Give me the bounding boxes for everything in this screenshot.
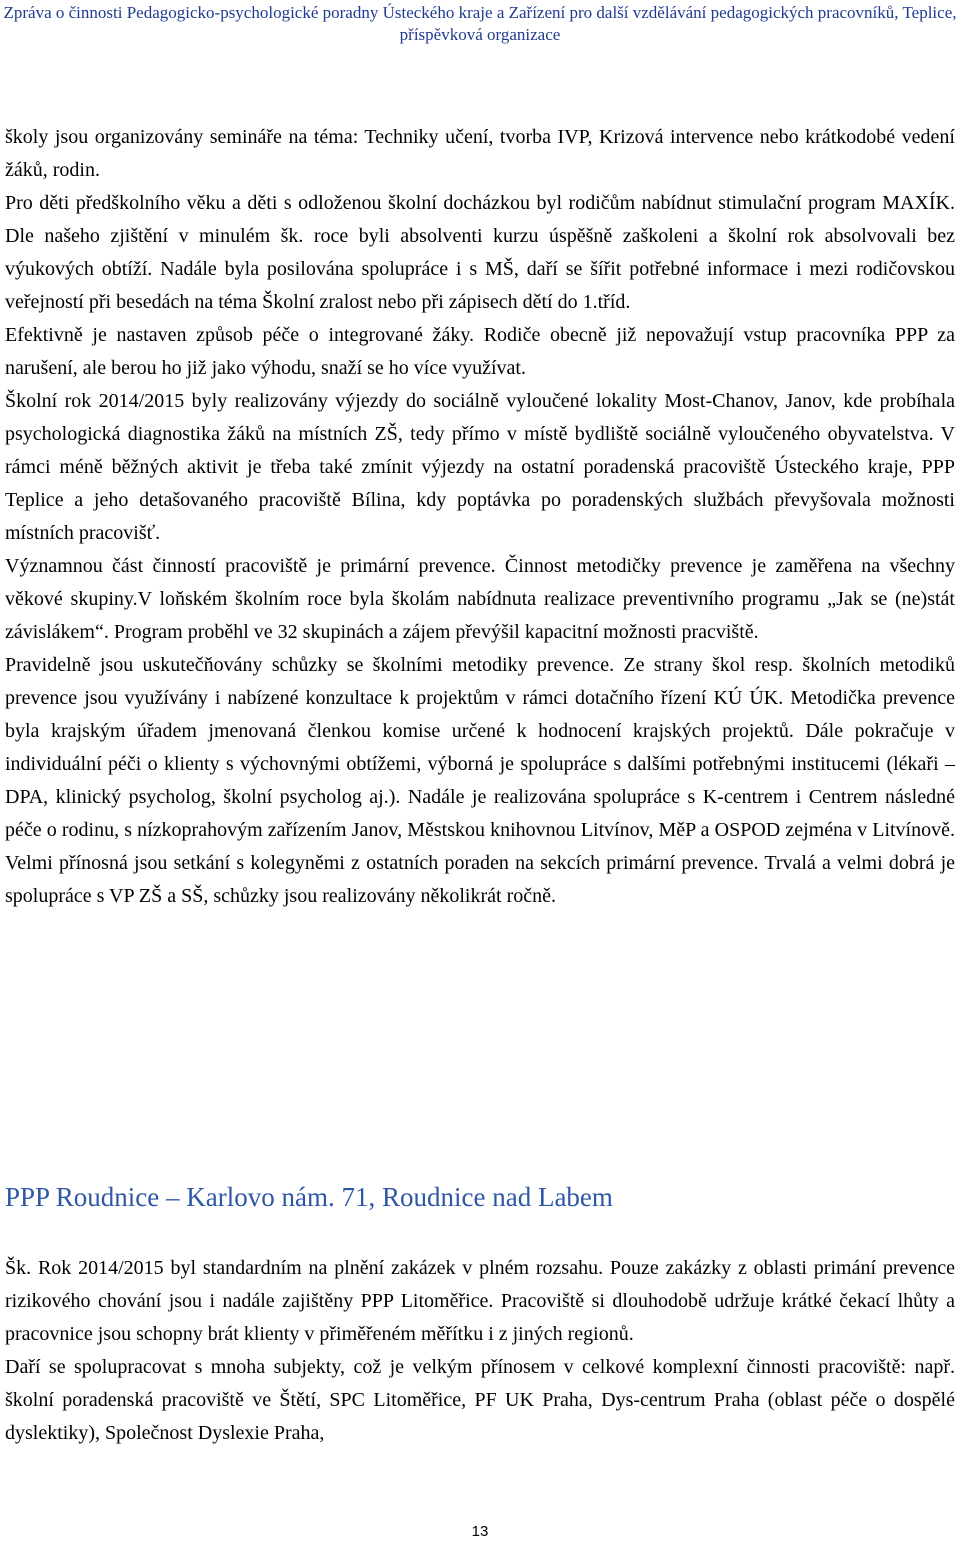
paragraph: Pravidelně jsou uskutečňovány schůzky se školními metodiky prevence. Ze strany škol resp. školních metodiků prevence jsou využívány i nabízené konzultace k projektům v rámci dotačního řízení KÚ ÚK. Metodička prevence byla krajským úřadem jmenovaná členkou komise určené k hodnocení krajských projektů. Dále pokračuje v individuální péči o klienty s výchovnými obtížemi, výborná je spolupráce s dalšími potřebnými institucemi (lékaři – DPA, klinický psycholog, školní psycholog aj.). Nadále je realizována spolupráce s K-centrem i Centrem následné péče o rodinu, s nízkoprahovým zařízením Janov, Městskou knihovnou Litvínov, MěP a OSPOD zejména v Litvínově. Velmi přínosná jsou setkání s kolegyněmi z ostatních poraden na sekcích primární prevence. Trvalá a velmi dobrá je spolupráce s VP ZŠ a SŠ, schůzky jsou realizovány několikrát ročně. — [5, 654, 955, 907]
body-text-block-1 — [5, 121, 955, 913]
section-heading: PPP Roudnice – Karlovo nám. 71, Roudnice nad Labem — [5, 1182, 613, 1212]
paragraph: Pro děti předškolního věku a děti s odloženou školní docházkou byl rodičům nabídnut stimulační program MAXÍK. Dle našeho zjištění v minulém šk. roce byli absolventi kurzu úspěšně zaškoleni a školní rok absolvovali bez výukových obtíží. Nadále byla posilována spolupráce i s MŠ, daří se šířit potřebné informace i mezi rodičovskou veřejností při besedách na téma Školní zralost nebo při zápisech dětí do 1.tříd. — [5, 192, 955, 313]
paragraph: Významnou část činností pracoviště je primární prevence. Činnost metodičky prevence je zaměřena na všechny věkové skupiny.V loňském školním roce byla školám nabídnuta realizace preventivního programu „Jak se (ne)stát závislákem“. Program proběhl ve 32 skupinách a zájem převýšil kapacitní možnosti pracviště. — [5, 555, 955, 643]
header-line-2: příspěvková organizace — [399, 25, 561, 44]
body-text-block-2 — [5, 1252, 955, 1450]
paragraph: Šk. Rok 2014/2015 byl standardním na plnění zakázek v plném rozsahu. Pouze zakázky z oblasti primání prevence rizikového chování jsou i nadále zajištěny PPP Litoměřice. Pracoviště si dlouhodobě udržuje krátké čekací lhůty a pracovnice jsou schopny brát klienty v přiměřeném měřítku i z jiných regionů. — [5, 1257, 955, 1345]
paragraph: školy jsou organizovány semináře na téma: Techniky učení, tvorba IVP, Krizová intervence nebo krátkodobé vedení žáků, rodin. — [5, 126, 955, 181]
paragraph: Školní rok 2014/2015 byly realizovány výjezdy do sociálně vyloučené lokality Most-Chanov, Janov, kde probíhala psychologická diagnostika žáků na místních ZŠ, tedy přímo v místě bydliště sociálně vyloučeného obyvatelstva. V rámci méně běžných aktivit je třeba také zmínit výjezdy na ostatní poradenská pracoviště Ústeckého kraje, PPP Teplice a jeho detašovaného pracoviště Bílina, kdy poptávka po poradenských službách převyšovala možnosti místních pracovišť. — [5, 390, 955, 544]
header-line-1: Zpráva o činnosti Pedagogicko-psychologické poradny Ústeckého kraje a Zařízení pro další vzdělávání pedagogických pracovníků, Teplice, — [3, 3, 957, 22]
page-number: 13 — [471, 1523, 489, 1540]
paragraph: Efektivně je nastaven způsob péče o integrované žáky. Rodiče obecně již nepovažují vstup pracovníka PPP za narušení, ale berou ho již jako výhodu, snaží se ho více využívat. — [5, 324, 955, 379]
running-header — [0, 2, 960, 46]
paragraph: Daří se spolupracovat s mnoha subjekty, což je velkým přínosem v celkové komplexní činnosti pracoviště: např. školní poradenská pracoviště ve Štětí, SPC Litoměřice, PF UK Praha, Dys-centrum Praha (oblast péče o dospělé dyslektiky), Společnost Dyslexie Praha, — [5, 1356, 955, 1444]
